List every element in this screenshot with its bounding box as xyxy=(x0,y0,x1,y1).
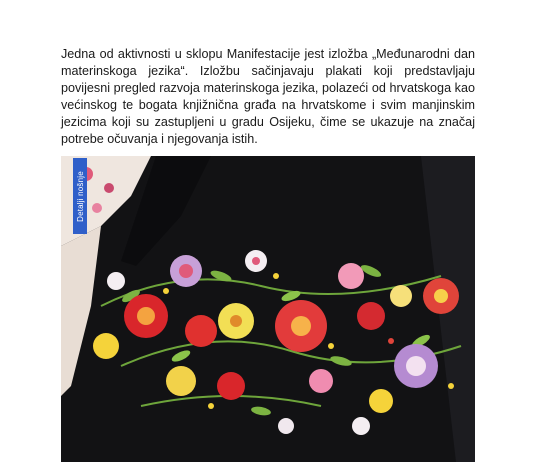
blouse-flower xyxy=(104,183,114,193)
blouse-sleeve xyxy=(61,226,101,396)
photo-caption-tag xyxy=(73,158,87,234)
embroidery-band xyxy=(93,250,461,435)
article-paragraph: Jedna od aktivnosti u sklopu Manifestacije jest izložba „Međunarodni dan materinskoga jezika“. Izložbu sačinjavaju plakati koji predstavljaju povijesni pregled razvoja materinskoga jezika, polazeći od hrvatskoga kao većinskog te bogata knjižnična građa na hrvatskome i svim manjinskim jezicima koji su zastupljeni u gradu Osijeku, čime se ukazuje na značaj potrebe očuvanja i njegovanja istih. xyxy=(61,47,475,146)
blouse-flower xyxy=(92,203,102,213)
embroidered-costume-photo xyxy=(61,156,475,462)
embroidery-illustration xyxy=(61,156,475,462)
photo-caption: Detalji nošnje xyxy=(75,170,85,222)
